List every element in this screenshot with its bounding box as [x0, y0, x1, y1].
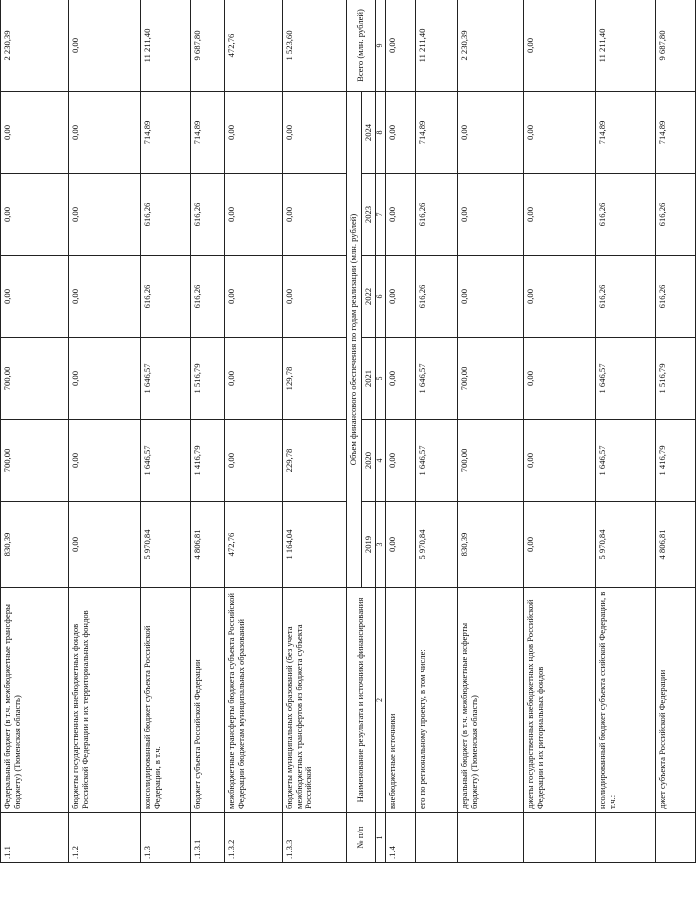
row-value: 0,00 — [69, 420, 141, 502]
row-value: 1 646,57 — [416, 420, 458, 502]
row-value: 0,00 — [283, 92, 347, 174]
row-value: 1 416,79 — [656, 420, 696, 502]
row-value: 0,00 — [458, 256, 524, 338]
row-total: 11 211,40 — [141, 0, 191, 92]
row-value: 0,00 — [458, 174, 524, 256]
row-value: 0,00 — [69, 92, 141, 174]
row-code: .1.3.2 — [225, 813, 283, 863]
column-number: 8 — [376, 92, 386, 174]
row-value: 714,89 — [656, 92, 696, 174]
row-name: бюджеты государственных внебюджетных фондов Российской Федерации и их территориальных фондов — [69, 588, 141, 813]
row-value: 830,39 — [1, 502, 69, 588]
row-value: 472,76 — [225, 502, 283, 588]
row-name: Федеральный бюджет (в т.ч. межбюджетные трансферы бюджету) (Тюменская область) — [1, 588, 69, 813]
row-value: 0,00 — [524, 256, 596, 338]
column-number: 2 — [376, 588, 386, 813]
row-total: 2 230,39 — [1, 0, 69, 92]
row-value: 0,00 — [524, 420, 596, 502]
row-value: 0,00 — [386, 256, 416, 338]
row-value: 700,00 — [1, 420, 69, 502]
row-value: 616,26 — [596, 256, 656, 338]
header-col-number: № п/п — [347, 813, 376, 863]
row-value: 1 646,57 — [141, 420, 191, 502]
row-value: 830,39 — [458, 502, 524, 588]
row-value: 1 646,57 — [596, 338, 656, 420]
row-value: 0,00 — [386, 420, 416, 502]
row-value: 0,00 — [386, 174, 416, 256]
table-row — [69, 0, 141, 863]
row-value: 5 970,84 — [416, 502, 458, 588]
row-value: 616,26 — [656, 174, 696, 256]
table-row — [225, 0, 283, 863]
row-code: .1.1 — [1, 813, 69, 863]
row-value: 0,00 — [283, 256, 347, 338]
row-value: 0,00 — [283, 174, 347, 256]
header-year: 2022 — [361, 256, 376, 338]
row-value: 5 970,84 — [596, 502, 656, 588]
row-total: 472,76 — [225, 0, 283, 92]
row-value: 700,00 — [458, 420, 524, 502]
row-value: 714,89 — [596, 92, 656, 174]
row-value: 0,00 — [458, 92, 524, 174]
row-value: 714,89 — [141, 92, 191, 174]
row-value: 0,00 — [524, 174, 596, 256]
row-value: 1 646,57 — [141, 338, 191, 420]
column-number: 9 — [376, 0, 386, 92]
table-header-section — [347, 0, 386, 863]
row-code: .1.3.1 — [191, 813, 225, 863]
table-row — [386, 0, 416, 863]
row-total: 9 687,80 — [191, 0, 225, 92]
row-value: 0,00 — [1, 174, 69, 256]
table-row — [416, 0, 458, 863]
row-code — [458, 813, 524, 863]
row-code: .1.4 — [386, 813, 416, 863]
column-number: 7 — [376, 174, 386, 256]
row-value: 616,26 — [596, 174, 656, 256]
row-value: 1 646,57 — [596, 420, 656, 502]
row-value: 1 164,04 — [283, 502, 347, 588]
row-name: бюджет субъекта Российской Федерации — [191, 588, 225, 813]
row-value: 0,00 — [225, 338, 283, 420]
row-total: 11 211,40 — [416, 0, 458, 92]
row-name: джет субъекта Российской Федерации — [656, 588, 696, 813]
row-code — [416, 813, 458, 863]
table-row — [524, 0, 596, 863]
row-name: консолидированный бюджет субъекта Российской Федерации, в т.ч. — [141, 588, 191, 813]
header-year: 2019 — [361, 502, 376, 588]
table-row — [283, 0, 347, 863]
row-value: 4 806,81 — [656, 502, 696, 588]
row-code — [656, 813, 696, 863]
row-code: .1.3 — [141, 813, 191, 863]
header-year: 2023 — [361, 174, 376, 256]
row-value: 616,26 — [416, 256, 458, 338]
row-code — [596, 813, 656, 863]
table-row — [596, 0, 656, 863]
row-name: бюджеты муниципальных образований (без учета межбюджетных трансфертов из бюджета субъекта Российской — [283, 588, 347, 813]
row-value: 0,00 — [386, 92, 416, 174]
column-number: 1 — [376, 813, 386, 863]
row-total: 0,00 — [386, 0, 416, 92]
column-number: 4 — [376, 420, 386, 502]
row-total: 0,00 — [69, 0, 141, 92]
table-top-section — [1, 0, 347, 863]
row-total: 1 523,60 — [283, 0, 347, 92]
header-year: 2021 — [361, 338, 376, 420]
row-value: 0,00 — [524, 502, 596, 588]
row-value: 0,00 — [524, 92, 596, 174]
row-value: 0,00 — [386, 502, 416, 588]
row-value: 616,26 — [416, 174, 458, 256]
row-value: 1 516,79 — [656, 338, 696, 420]
header-col-name: Наименование результата и источники финансирования — [347, 588, 376, 813]
table-row — [141, 0, 191, 863]
row-value: 0,00 — [225, 92, 283, 174]
row-total: 2 230,39 — [458, 0, 524, 92]
column-number: 5 — [376, 338, 386, 420]
row-value: 0,00 — [225, 174, 283, 256]
table-row — [458, 0, 524, 863]
header-col-volume: Объем финансового обеспечения по годам реализации (млн. рублей) — [347, 92, 362, 588]
row-value: 0,00 — [225, 256, 283, 338]
row-name: джеты государственных внебюджетных ндов Российской Федерации и их риториальных фондов — [524, 588, 596, 813]
row-name: его по региональному проекту, в том числе: — [416, 588, 458, 813]
row-value: 616,26 — [141, 174, 191, 256]
row-value: 616,26 — [141, 256, 191, 338]
row-value: 5 970,84 — [141, 502, 191, 588]
header-year: 2024 — [361, 92, 376, 174]
row-value: 1 516,79 — [191, 338, 225, 420]
row-value: 714,89 — [416, 92, 458, 174]
table-row — [656, 0, 696, 863]
header-year: 2020 — [361, 420, 376, 502]
row-value: 4 806,81 — [191, 502, 225, 588]
row-value: 0,00 — [69, 256, 141, 338]
row-value: 616,26 — [191, 256, 225, 338]
table-row — [191, 0, 225, 863]
row-value: 0,00 — [1, 92, 69, 174]
row-value: 700,00 — [1, 338, 69, 420]
table-row — [1, 0, 69, 863]
row-name: внебюджетные источники — [386, 588, 416, 813]
row-code: .1.3.3 — [283, 813, 347, 863]
column-number: 6 — [376, 256, 386, 338]
row-value: 616,26 — [191, 174, 225, 256]
row-value: 0,00 — [69, 502, 141, 588]
row-value: 0,00 — [225, 420, 283, 502]
row-code: .1.2 — [69, 813, 141, 863]
row-value: 1 646,57 — [416, 338, 458, 420]
row-value: 1 416,79 — [191, 420, 225, 502]
row-name: нсолидированный бюджет субъекта ссийской Федерации, в т.ч.: — [596, 588, 656, 813]
column-number: 3 — [376, 502, 386, 588]
row-name: межбюджетные трансферты бюджета субъекта Российской Федерации бюджетам муниципальных образований — [225, 588, 283, 813]
row-value: 0,00 — [69, 174, 141, 256]
row-value: 616,26 — [656, 256, 696, 338]
row-total: 0,00 — [524, 0, 596, 92]
row-value: 0,00 — [69, 338, 141, 420]
row-value: 0,00 — [386, 338, 416, 420]
row-value: 0,00 — [1, 256, 69, 338]
row-value: 0,00 — [524, 338, 596, 420]
header-col-total: Всего (млн. рублей) — [347, 0, 376, 92]
table-bottom-section — [386, 0, 696, 863]
row-value: 700,00 — [458, 338, 524, 420]
row-value: 129,78 — [283, 338, 347, 420]
row-code — [524, 813, 596, 863]
row-value: 229,78 — [283, 420, 347, 502]
row-name: деральный бюджет (в т.ч. межбюджетные нсферты бюджету) (Тюменская область) — [458, 588, 524, 813]
row-value: 714,89 — [191, 92, 225, 174]
row-total: 11 211,40 — [596, 0, 656, 92]
row-total: 9 687,80 — [656, 0, 696, 92]
